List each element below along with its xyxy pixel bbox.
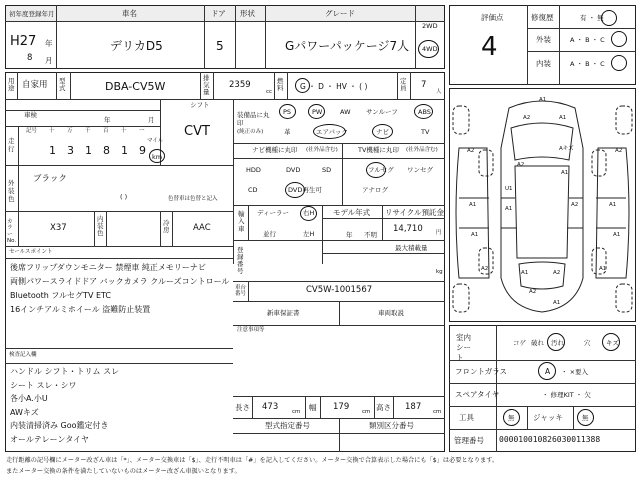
ps-circle (279, 104, 296, 119)
abs-circle (414, 104, 433, 119)
management-number-value: 000010010826030011388 (499, 435, 601, 444)
mileage-digit-label: 一 (139, 128, 145, 134)
jack-label: ジャッキ (533, 413, 563, 422)
navi-item: CD (248, 186, 258, 194)
inspector-report-line: ハンドル シフト・トリム スレ (10, 367, 120, 376)
length-value: 473 (262, 402, 279, 412)
repair-options: 有 ・ 無 (580, 14, 604, 22)
model-year-year: 年 (346, 231, 353, 239)
navi-item: DVD (286, 166, 301, 174)
navi-item: SD (322, 166, 332, 174)
doors-value: 5 (216, 39, 224, 53)
equipment-item: ナビ (376, 128, 389, 136)
class-number-label: 類別区分番号 (369, 421, 414, 430)
drive-4wd-circle (418, 40, 439, 58)
exterior-color-value: ブラック (33, 174, 67, 184)
windshield-options: ・ ×要入 (561, 368, 589, 376)
shaken-month-unit: 月 (148, 116, 155, 124)
shift-label: シフト (190, 101, 210, 109)
mileage-digit: 8 (103, 144, 110, 157)
jack-none-circle (577, 409, 594, 426)
seat-option: コゲ (513, 339, 526, 347)
damage-mark: A1 (469, 202, 477, 208)
mileage-digit: 1 (85, 144, 92, 157)
damage-mark: A1 (609, 202, 617, 208)
mileage-digit: 1 (121, 144, 128, 157)
grade-value: Gパワーパッケージ7人 (285, 39, 410, 53)
width-value: 179 (333, 402, 350, 412)
exterior-grade-circle (611, 31, 627, 47)
type-spec-label: 型式指定番号 (265, 421, 310, 430)
height-value: 187 (405, 402, 422, 412)
interior-color-label: 内装色 (97, 215, 104, 238)
repair-none-circle (601, 10, 617, 26)
exterior-grade-label: 外装 (536, 35, 551, 44)
tools-none-circle (503, 409, 520, 426)
inspector-report-line: 各小A.小U (10, 394, 48, 403)
mileage-label: 走行 (8, 137, 15, 153)
repair-history-label: 修復歴 (531, 13, 554, 22)
seat-scratch-circle (602, 333, 620, 351)
damage-mark: A2 (517, 162, 525, 168)
chassis-label: 車台番号 (235, 285, 247, 298)
management-number-label: 管理番号 (454, 436, 484, 445)
tools-label: 工具 (459, 413, 474, 422)
equipment-item: エアバック (316, 128, 348, 136)
car-condition-diagram (449, 88, 636, 322)
tools-value: 無 (508, 414, 515, 422)
model-label: 型式 (59, 77, 66, 93)
interior-grade-circle (611, 55, 627, 71)
drive-4wd: 4WD (422, 45, 438, 53)
length-unit: cm (292, 409, 301, 415)
navi-circle (372, 124, 393, 139)
mileage-digit-label: 十 (121, 128, 127, 134)
interior-grade-options: A ・ B ・ C (570, 60, 605, 68)
import-label: 輸入車 (238, 210, 245, 233)
model-year-label: モデル年式 (333, 208, 371, 217)
tv-item: フルセグ (368, 166, 394, 174)
inspector-report-line: 内装清掃済み Goo鑑定付き (10, 421, 109, 430)
color-code-label: カラーNo. (7, 219, 17, 244)
seat-option: 汚れ (551, 339, 564, 347)
damage-mark: A2 (615, 148, 623, 154)
drive-2wd: 2WD (422, 22, 438, 30)
exterior-grade-options: A ・ B ・ C (570, 36, 605, 44)
jack-value: 無 (582, 414, 589, 422)
damage-mark: A1 (505, 206, 513, 212)
notes-label: 注意事項等 (237, 327, 265, 333)
km-circle (149, 149, 165, 163)
damage-mark: A2 (529, 289, 537, 295)
equipment-item: サンルーフ (366, 108, 398, 116)
fuel-options: G ・ D ・ HV ・ ( ) (300, 82, 368, 91)
mileage-digit: 1 (49, 144, 56, 157)
mile-unit: マイル (147, 138, 164, 144)
damage-mark: A1 (599, 266, 607, 272)
damage-mark: A1 (539, 97, 547, 103)
tv-label: TV機種に丸印 (358, 146, 399, 154)
damage-mark: A1 (553, 300, 561, 306)
recycle-unit: 円 (436, 230, 442, 236)
exterior-color-label: 外装色 (8, 179, 15, 203)
height-label: 高さ (376, 403, 391, 412)
navi-label: ナビ機種に丸印 (252, 146, 298, 154)
reg-month-unit: 月 (45, 56, 53, 65)
inspector-report-line: オールテレーンタイヤ (10, 434, 90, 444)
seat-option: キズ (606, 339, 619, 347)
exterior-color-paren: ( ) (120, 193, 128, 201)
color-code-value: X37 (50, 223, 67, 233)
interior-grade-label: 内装 (536, 59, 551, 68)
equipment-item: 革 (284, 128, 291, 136)
max-load-unit: kg (436, 269, 443, 275)
recycle-value: 14,710 (393, 224, 423, 234)
shaken-year-unit: 年 (104, 116, 111, 124)
tv-item: アナログ (362, 186, 388, 194)
fuel-label: 燃料 (277, 77, 284, 93)
use-label: 用途 (8, 77, 15, 93)
first-reg-label: 初年度登録年月 (9, 10, 55, 18)
damage-mark: A2 (571, 202, 579, 208)
displacement-value: 2359 (229, 80, 251, 90)
inspector-report-line: AWキズ (10, 407, 39, 417)
tv-item: ワンセグ (407, 166, 433, 174)
sales-points-label: セールスポイント (9, 249, 53, 255)
model-year-unknown: 不明 (364, 231, 377, 239)
equipment-item: PS (283, 108, 292, 116)
equipment-sublabel: (純正のみ) (237, 129, 264, 135)
shaken-label: 車検 (24, 111, 37, 119)
damage-mark: A2 (553, 270, 561, 276)
sales-point-line: 後席フリップダウンモニター 禁煙車 純正メモリーナビ (10, 263, 206, 272)
footer-note-1: 走行距離の記号欄にメーター改ざん車は「*」、メーター交換車は「$」、走行不明車は「#」を記入してください。メーター交換で合算表示した場合にも「$」は必要となります。 (6, 457, 499, 464)
exterior-color-note: 色替車は色替と記入 (168, 196, 218, 202)
mileage-digit-label: 百 (103, 128, 109, 134)
fuel-gasoline-circle (295, 78, 310, 93)
inspector-report-label: 検査記入欄 (9, 352, 37, 358)
damage-mark: U1 (505, 186, 513, 192)
score-label: 評価点 (481, 13, 504, 22)
dvd-play-circle (285, 182, 305, 198)
reg-year: H27 (10, 34, 37, 49)
seat-stain-circle (547, 333, 565, 351)
damage-mark: A1 (613, 232, 621, 238)
airbag-circle (313, 124, 346, 139)
width-label: 幅 (309, 403, 317, 412)
recycle-label: リサイクル預託金 (385, 208, 444, 217)
model-value: DBA-CV5W (105, 80, 166, 93)
width-unit: cm (362, 409, 371, 415)
sales-point-line: 16インチアルミホイール 盗難防止装置 (10, 305, 151, 314)
use-value: 自家用 (22, 80, 48, 90)
damage-mark: A2 (481, 266, 489, 272)
grade-label: グレード (325, 9, 355, 18)
reg-number-label: 登録番号 (237, 246, 244, 276)
mileage-digit-label: 千 (85, 128, 91, 134)
max-load-label: 最大積載量 (395, 244, 428, 252)
tv-sub: (社外品含む) (406, 147, 438, 153)
mileage-digit: 3 (67, 144, 74, 157)
damage-mark: A1 (521, 270, 529, 276)
damage-mark: A2 (467, 148, 475, 154)
left-hand-label: 左H (303, 230, 315, 238)
equipment-label: 装備品に丸印 (237, 111, 270, 128)
right-hand-label: 右H (303, 209, 315, 217)
mileage-digit-label: 十 (49, 128, 55, 134)
km-unit: km (152, 153, 163, 161)
fullseg-circle (366, 162, 386, 178)
mileage-note-label: 記号 (26, 128, 38, 134)
windshield-circle (538, 362, 556, 380)
seat-option: 穴 (584, 339, 591, 347)
navi-sub: (社外品含む) (306, 147, 338, 153)
capacity-value: 7 (421, 80, 427, 90)
damage-mark: A1 (561, 170, 569, 176)
windshield-grade: A (545, 367, 551, 376)
seat-option: 破れ (531, 339, 544, 347)
windshield-label: フロントガラス (455, 367, 508, 376)
displacement-label: 排気量 (203, 74, 210, 96)
spare-tire-options: ・ 修理KIT ・ 欠 (542, 391, 591, 399)
mileage-digit: 9 (139, 144, 146, 157)
navi-item: DVD再生可 (288, 186, 322, 194)
car-name-value: デリカD5 (110, 39, 163, 53)
dealer-label: ディーラー (257, 209, 289, 217)
equipment-item: TV (421, 128, 430, 136)
seat-label: 室内シート (456, 333, 471, 362)
mileage-digit-label: 万 (67, 128, 73, 134)
spare-tire-label: スペアタイヤ (455, 390, 500, 399)
aircon-label: 冷房 (163, 219, 170, 235)
aircon-value: AAC (193, 223, 211, 233)
door-label: ドア (211, 9, 226, 18)
navi-item: HDD (246, 166, 261, 174)
shift-value: CVT (184, 124, 210, 139)
reg-month: 8 (27, 53, 33, 63)
warranty-label: 新車保証書 (267, 309, 300, 317)
damage-mark: A2 (523, 115, 531, 121)
capacity-unit: 人 (436, 89, 442, 95)
damage-mark: A1 (559, 115, 567, 121)
manual-label: 車両取説 (378, 309, 404, 317)
damage-mark: Aキズ (559, 146, 574, 152)
sales-point-line: Bluetooth フルセグTV ETC (10, 291, 112, 300)
parallel-label: 並行 (263, 230, 276, 238)
capacity-label: 定員 (400, 77, 407, 93)
reg-year-unit: 年 (45, 39, 53, 48)
height-unit: cm (433, 409, 442, 415)
footer-note-2: またメーター交換の条件を満たしていないものはメーター改ざん車扱いとなります。 (6, 468, 241, 475)
damage-mark: A1 (471, 232, 479, 238)
inspector-report-line: シート スレ・シワ (10, 380, 77, 390)
sales-point-line: 両側パワースライドドア バックカメラ クルーズコントロール (10, 277, 230, 286)
length-label: 長さ (235, 403, 250, 412)
equipment-item: PW (312, 108, 323, 116)
shape-label: 形状 (240, 9, 255, 18)
displacement-unit: cc (266, 89, 273, 95)
equipment-item: ABS (418, 108, 431, 116)
score-value: 4 (481, 32, 498, 62)
right-hand-circle (300, 206, 317, 221)
pw-circle (308, 104, 325, 119)
equipment-item: AW (340, 108, 351, 116)
chassis-value: CV5W-1001567 (306, 285, 373, 295)
car-name-label: 車名 (122, 9, 137, 18)
